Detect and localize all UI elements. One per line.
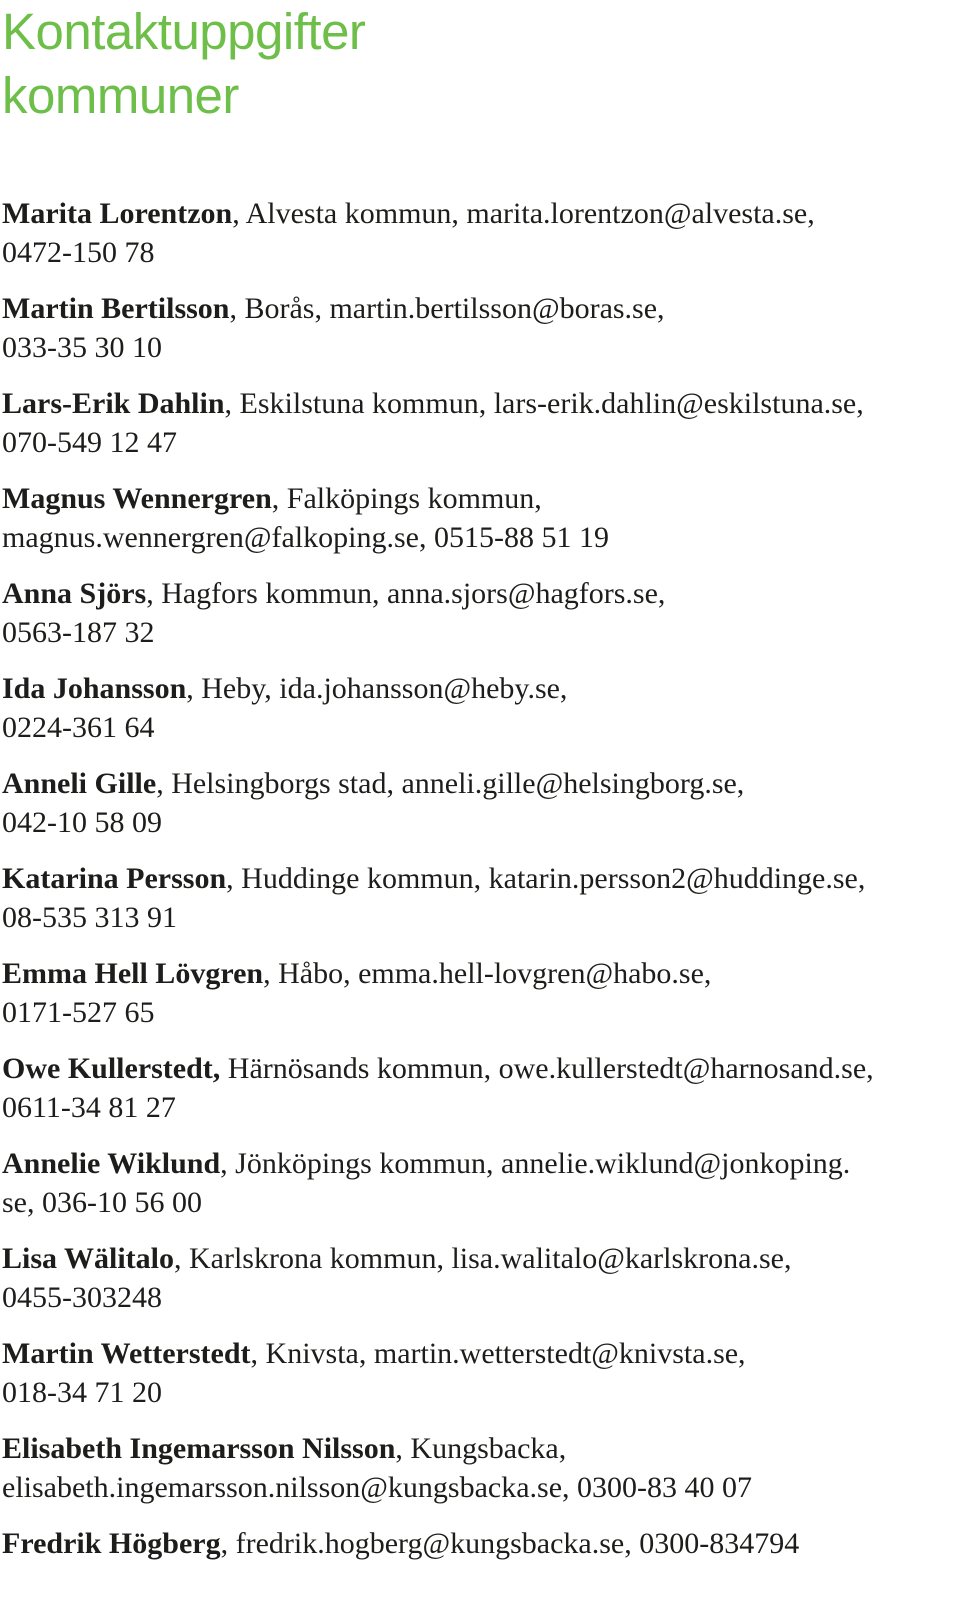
page-title <box>2 0 902 128</box>
contact-details: Helsingborgs stad, anneli.gille@helsingborg.se, <box>171 767 745 800</box>
contact-details: Eskilstuna kommun, lars-erik.dahlin@eskilstuna.se, <box>239 387 864 420</box>
contact-details: Huddinge kommun, katarin.persson2@huddinge.se, <box>241 862 866 895</box>
contact-line-2: 042-10 58 09 <box>2 805 162 839</box>
contact-details: Härnösands kommun, owe.kullerstedt@harnosand.se, <box>227 1052 874 1085</box>
contact-line-1 <box>2 1525 952 1564</box>
contact-separator: , <box>395 1432 411 1465</box>
contact-line-1 <box>2 480 952 519</box>
contact-name: Elisabeth Ingemarsson Nilsson <box>2 1432 396 1465</box>
contact-entry <box>2 860 952 955</box>
contact-line-2: 0563-187 32 <box>2 615 155 649</box>
contact-separator: , <box>156 767 172 800</box>
contact-line-1 <box>2 385 952 424</box>
contact-name: Emma Hell Lövgren <box>2 957 264 990</box>
contact-name: Katarina Persson <box>2 862 227 895</box>
contact-line-2: se, 036-10 56 00 <box>2 1185 202 1219</box>
contact-name: Magnus Wennergren <box>2 482 272 515</box>
contact-name: Martin Bertilsson <box>2 292 230 325</box>
contact-entry <box>2 480 952 575</box>
contact-entry <box>2 1335 952 1430</box>
contact-line-2: 0611-34 81 27 <box>2 1090 176 1124</box>
contact-name: Martin Wetterstedt <box>2 1337 251 1370</box>
contact-details: fredrik.hogberg@kungsbacka.se, 0300-834794 <box>235 1527 800 1560</box>
contact-details: Falköpings kommun, <box>286 482 542 515</box>
contact-line-2: 070-549 12 47 <box>2 425 177 459</box>
contact-name: Owe Kullerstedt, <box>2 1052 221 1085</box>
contact-name: Lisa Wälitalo <box>2 1242 174 1275</box>
contact-entry <box>2 1240 952 1335</box>
contact-entry <box>2 575 952 670</box>
contact-separator: , <box>263 957 279 990</box>
contact-line-1 <box>2 860 952 899</box>
contact-line-2: 018-34 71 20 <box>2 1375 162 1409</box>
contact-separator <box>220 1052 228 1085</box>
page-title-line-2: kommuner <box>2 67 239 124</box>
contact-details: Karlskrona kommun, lisa.walitalo@karlskrona.se, <box>188 1242 792 1275</box>
contact-entry <box>2 290 952 385</box>
contact-line-1 <box>2 955 952 994</box>
contact-separator: , <box>229 292 245 325</box>
contact-separator: , <box>232 197 246 230</box>
contact-name: Ida Johansson <box>2 672 187 705</box>
contact-name: Annelie Wiklund <box>2 1147 221 1180</box>
contact-name: Lars-Erik Dahlin <box>2 387 225 420</box>
contact-details: Borås, martin.bertilsson@boras.se, <box>244 292 665 325</box>
contact-entry <box>2 765 952 860</box>
contact-line-2: 0224-361 64 <box>2 710 155 744</box>
contact-details: Heby, ida.johansson@heby.se, <box>201 672 568 705</box>
contact-separator: , <box>220 1527 236 1560</box>
contact-entry <box>2 195 952 290</box>
contact-line-1 <box>2 765 952 804</box>
contact-entry <box>2 1145 952 1240</box>
contact-line-1 <box>2 290 952 329</box>
contact-separator: , <box>271 482 287 515</box>
contact-line-1 <box>2 195 952 234</box>
contact-separator: , <box>220 1147 236 1180</box>
contact-separator: , <box>224 387 240 420</box>
contact-line-1 <box>2 1335 952 1374</box>
contact-line-1 <box>2 575 952 614</box>
contact-entry <box>2 955 952 1050</box>
contact-line-2: 033-35 30 10 <box>2 330 162 364</box>
contact-name: Fredrik Högberg <box>2 1527 221 1560</box>
contact-details: Alvesta kommun, marita.lorentzon@alvesta.se, <box>245 197 815 230</box>
contact-name: Anneli Gille <box>2 767 157 800</box>
contact-separator: , <box>250 1337 266 1370</box>
page-title-line-1: Kontaktuppgifter <box>2 3 366 60</box>
contact-line-2: 0171-527 65 <box>2 995 155 1029</box>
contact-line-2: 0455-303248 <box>2 1280 162 1314</box>
contact-details: Håbo, emma.hell-lovgren@habo.se, <box>278 957 712 990</box>
contact-entry <box>2 385 952 480</box>
contact-line-1 <box>2 1145 952 1184</box>
contact-line-1 <box>2 1430 952 1469</box>
contact-line-2: 08-535 313 91 <box>2 900 177 934</box>
contact-separator: , <box>146 577 162 610</box>
contact-name: Marita Lorentzon <box>2 197 233 230</box>
contact-separator: , <box>226 862 242 895</box>
contact-line-1 <box>2 670 952 709</box>
contact-list <box>2 195 952 1620</box>
contact-separator: , <box>173 1242 189 1275</box>
contact-line-1 <box>2 1050 952 1089</box>
contact-entry <box>2 1050 952 1145</box>
contact-line-2: elisabeth.ingemarsson.nilsson@kungsbacka.se, 0300-83 40 07 <box>2 1470 753 1504</box>
contact-name: Anna Sjörs <box>2 577 147 610</box>
contact-entry <box>2 1430 952 1525</box>
contact-details: Knivsta, martin.wetterstedt@knivsta.se, <box>265 1337 746 1370</box>
contact-details: Kungsbacka, <box>410 1432 567 1465</box>
contact-line-2: magnus.wennergren@falkoping.se, 0515-88 51 19 <box>2 520 609 554</box>
contact-details: Hagfors kommun, anna.sjors@hagfors.se, <box>161 577 666 610</box>
contact-entry <box>2 1525 952 1620</box>
contact-details: Jönköpings kommun, annelie.wiklund@jonkoping. <box>235 1147 851 1180</box>
contact-line-2: 0472-150 78 <box>2 235 155 269</box>
contact-line-1 <box>2 1240 952 1279</box>
contact-entry <box>2 670 952 765</box>
contact-separator: , <box>186 672 202 705</box>
